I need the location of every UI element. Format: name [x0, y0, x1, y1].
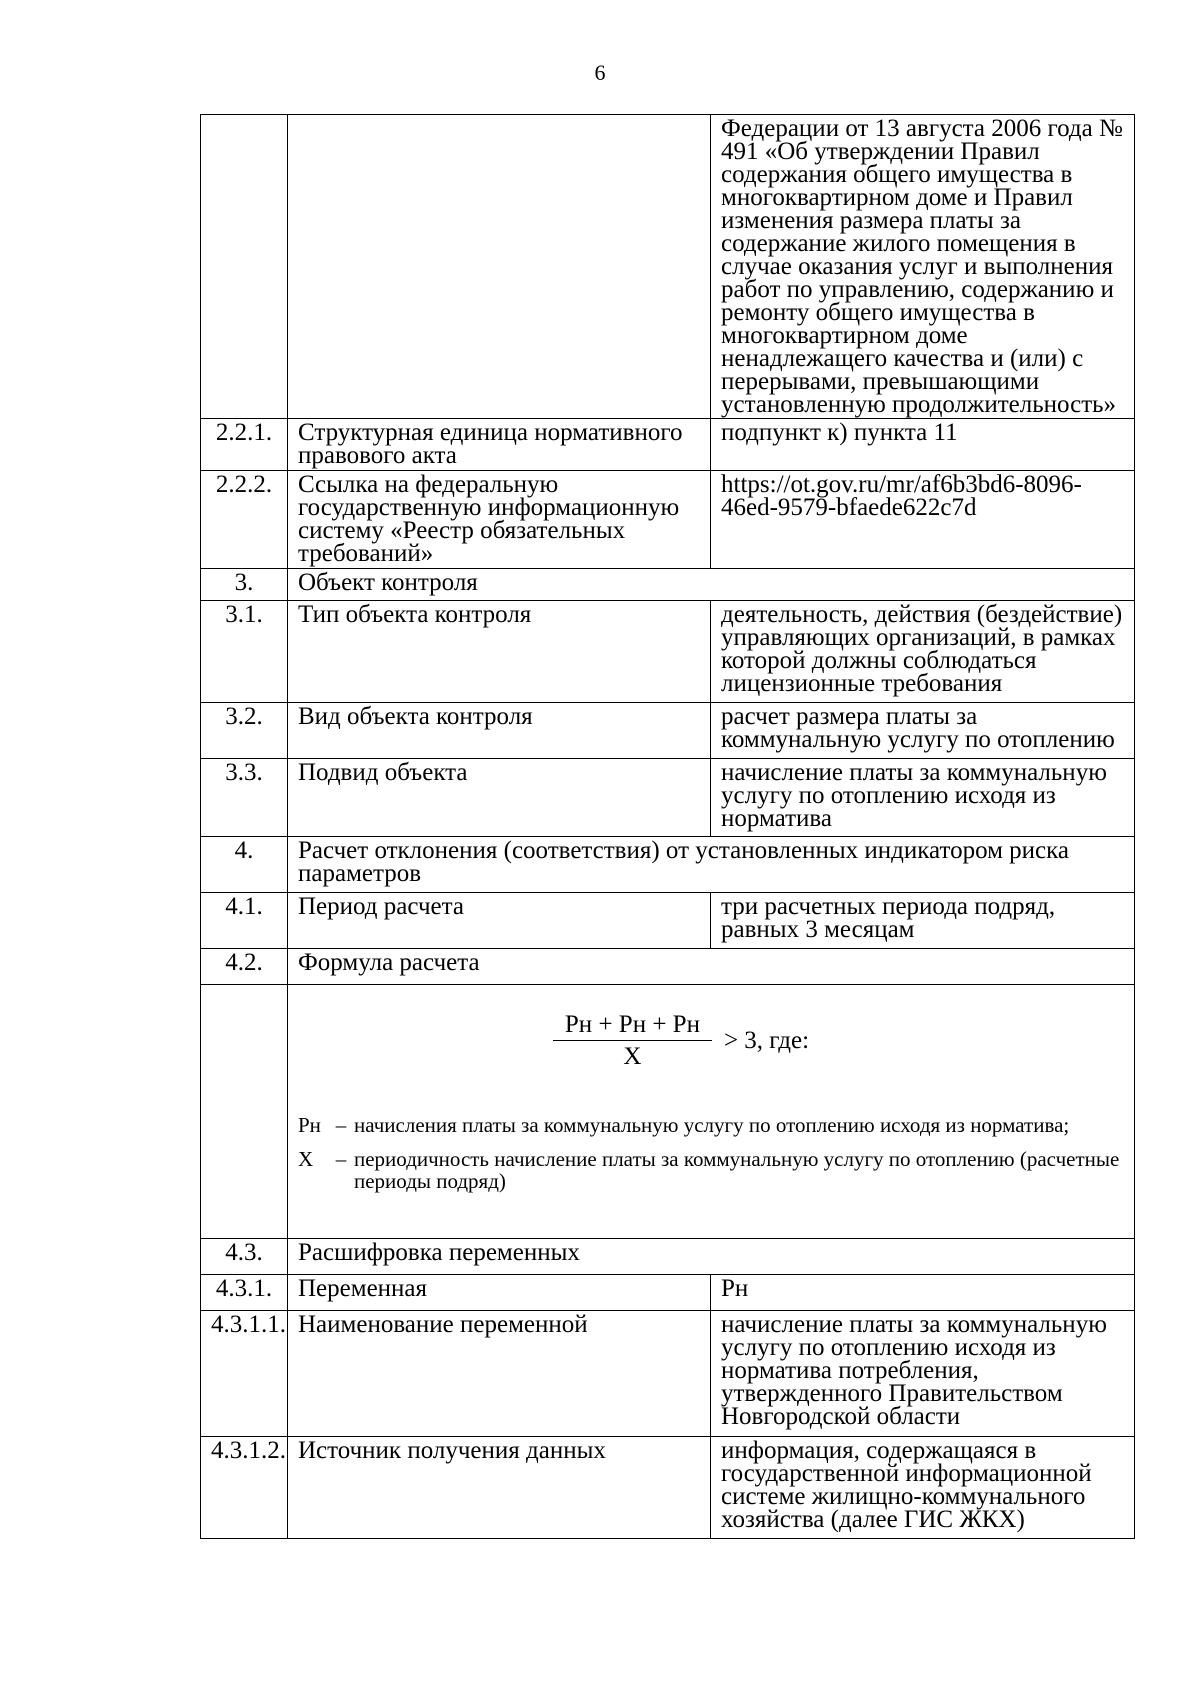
requirements-table [200, 114, 1135, 1539]
table-row [201, 893, 1135, 949]
table-row [201, 419, 1135, 471]
legend-text: начисления платы за коммунальную услугу по отоплению исходя из норматива; [354, 1113, 1070, 1137]
row-label: Подвид объекта [288, 759, 711, 837]
formula [238, 1013, 1124, 1068]
row-value: Рн [711, 1275, 1135, 1311]
row-label: Ссылка на федеральную государственную информационную систему «Реестр обязательных требований» [288, 471, 711, 569]
row-label: Переменная [288, 1275, 711, 1311]
row-value: информация, содержащаяся в государственной информационной системе жилищно-коммунального хозяйства (далее ГИС ЖКХ) [711, 1437, 1135, 1539]
table-row [201, 949, 1135, 985]
row-number: 4.1. [201, 893, 288, 949]
row-label: Источник получения данных [288, 1437, 711, 1539]
row-number: 4.2. [201, 949, 288, 985]
section-title: Объект контроля [288, 569, 1135, 601]
table-row [201, 703, 1135, 759]
row-value: начисление платы за коммунальную услугу по отоплению исходя из норматива потребления, утвержденного Правительством Новгородской области [711, 1311, 1135, 1437]
table-row [201, 1275, 1135, 1311]
table-row [201, 1239, 1135, 1275]
row-number: 4.3.1.2. [201, 1437, 288, 1539]
row-number: 4.3.1. [201, 1275, 288, 1311]
row-label: Наименование переменной [288, 1311, 711, 1437]
row-value: расчет размера платы за коммунальную услугу по отоплению [711, 703, 1135, 759]
legend-dash: – [335, 1113, 347, 1137]
table-row [201, 569, 1135, 601]
formula-row [201, 985, 1135, 1239]
row-number: 2.2.2. [201, 471, 288, 569]
row-label: Структурная единица нормативного правового акта [288, 419, 711, 471]
legend-dash: – [335, 1147, 347, 1171]
section-title: Расшифровка переменных [288, 1239, 1135, 1275]
table-row [201, 837, 1135, 893]
row-value: https://ot.gov.ru/mr/af6b3bd6-8096-46ed-9579-bfaede622c7d [711, 471, 1135, 569]
row-number [201, 115, 288, 419]
table-row [201, 1437, 1135, 1539]
row-number: 3.2. [201, 703, 288, 759]
row-label: Тип объекта контроля [288, 601, 711, 703]
section-title: Расчет отклонения (соответствия) от установленных индикатором риска параметров [288, 837, 1135, 893]
page-number: 6 [594, 60, 606, 85]
formula-denominator: Х [623, 1043, 642, 1070]
row-number: 4. [201, 837, 288, 893]
legend-symbol: Х [298, 1147, 314, 1171]
row-label [288, 115, 711, 419]
row-number: 2.2.1. [201, 419, 288, 471]
row-number: 4.3.1.1. [201, 1311, 288, 1437]
row-label: Вид объекта контроля [288, 703, 711, 759]
row-number: 3.3. [201, 759, 288, 837]
legend-item [298, 1148, 1124, 1192]
row-value: подпункт к) пункта 11 [711, 419, 1135, 471]
row-value: деятельность, действия (бездействие) управляющих организаций, в рамках которой должны соблюдаться лицензионные требования [711, 601, 1135, 703]
row-number: 4.3. [201, 1239, 288, 1275]
formula-numerator: Рн + Рн + Рн [553, 1013, 712, 1041]
row-label: Период расчета [288, 893, 711, 949]
legend-symbol: Рн [298, 1113, 321, 1137]
section-title: Формула расчета [288, 949, 1135, 985]
fraction [553, 1013, 712, 1068]
formula-legend [298, 1114, 1124, 1192]
row-value: Федерации от 13 августа 2006 года № 491 «Об утверждении Правил содержания общего имущества в многоквартирном доме и Правил изменения размера платы за содержание жилого помещения в случае оказания услуг и выполнения работ по управлению, содержанию и ремонту общего имущества в многоквартирном доме ненадлежащего качества и (или) с перерывами, превышающими установленную продолжительность» [711, 115, 1135, 419]
row-number: 3.1. [201, 601, 288, 703]
table-row [201, 1311, 1135, 1437]
row-number: 3. [201, 569, 288, 601]
table-row [201, 471, 1135, 569]
table-row [201, 115, 1135, 419]
formula-rhs: > 3, где: [723, 1027, 810, 1054]
legend-item [298, 1114, 1124, 1136]
row-value: три расчетных периода подряд, равных 3 месяцам [711, 893, 1135, 949]
legend-text: периодичность начисление платы за коммунальную услугу по отоплению (расчетные периоды подряд) [354, 1147, 1120, 1193]
table-row [201, 601, 1135, 703]
table-row [201, 759, 1135, 837]
formula-block [288, 985, 1135, 1239]
row-value: начисление платы за коммунальную услугу по отоплению исходя из норматива [711, 759, 1135, 837]
